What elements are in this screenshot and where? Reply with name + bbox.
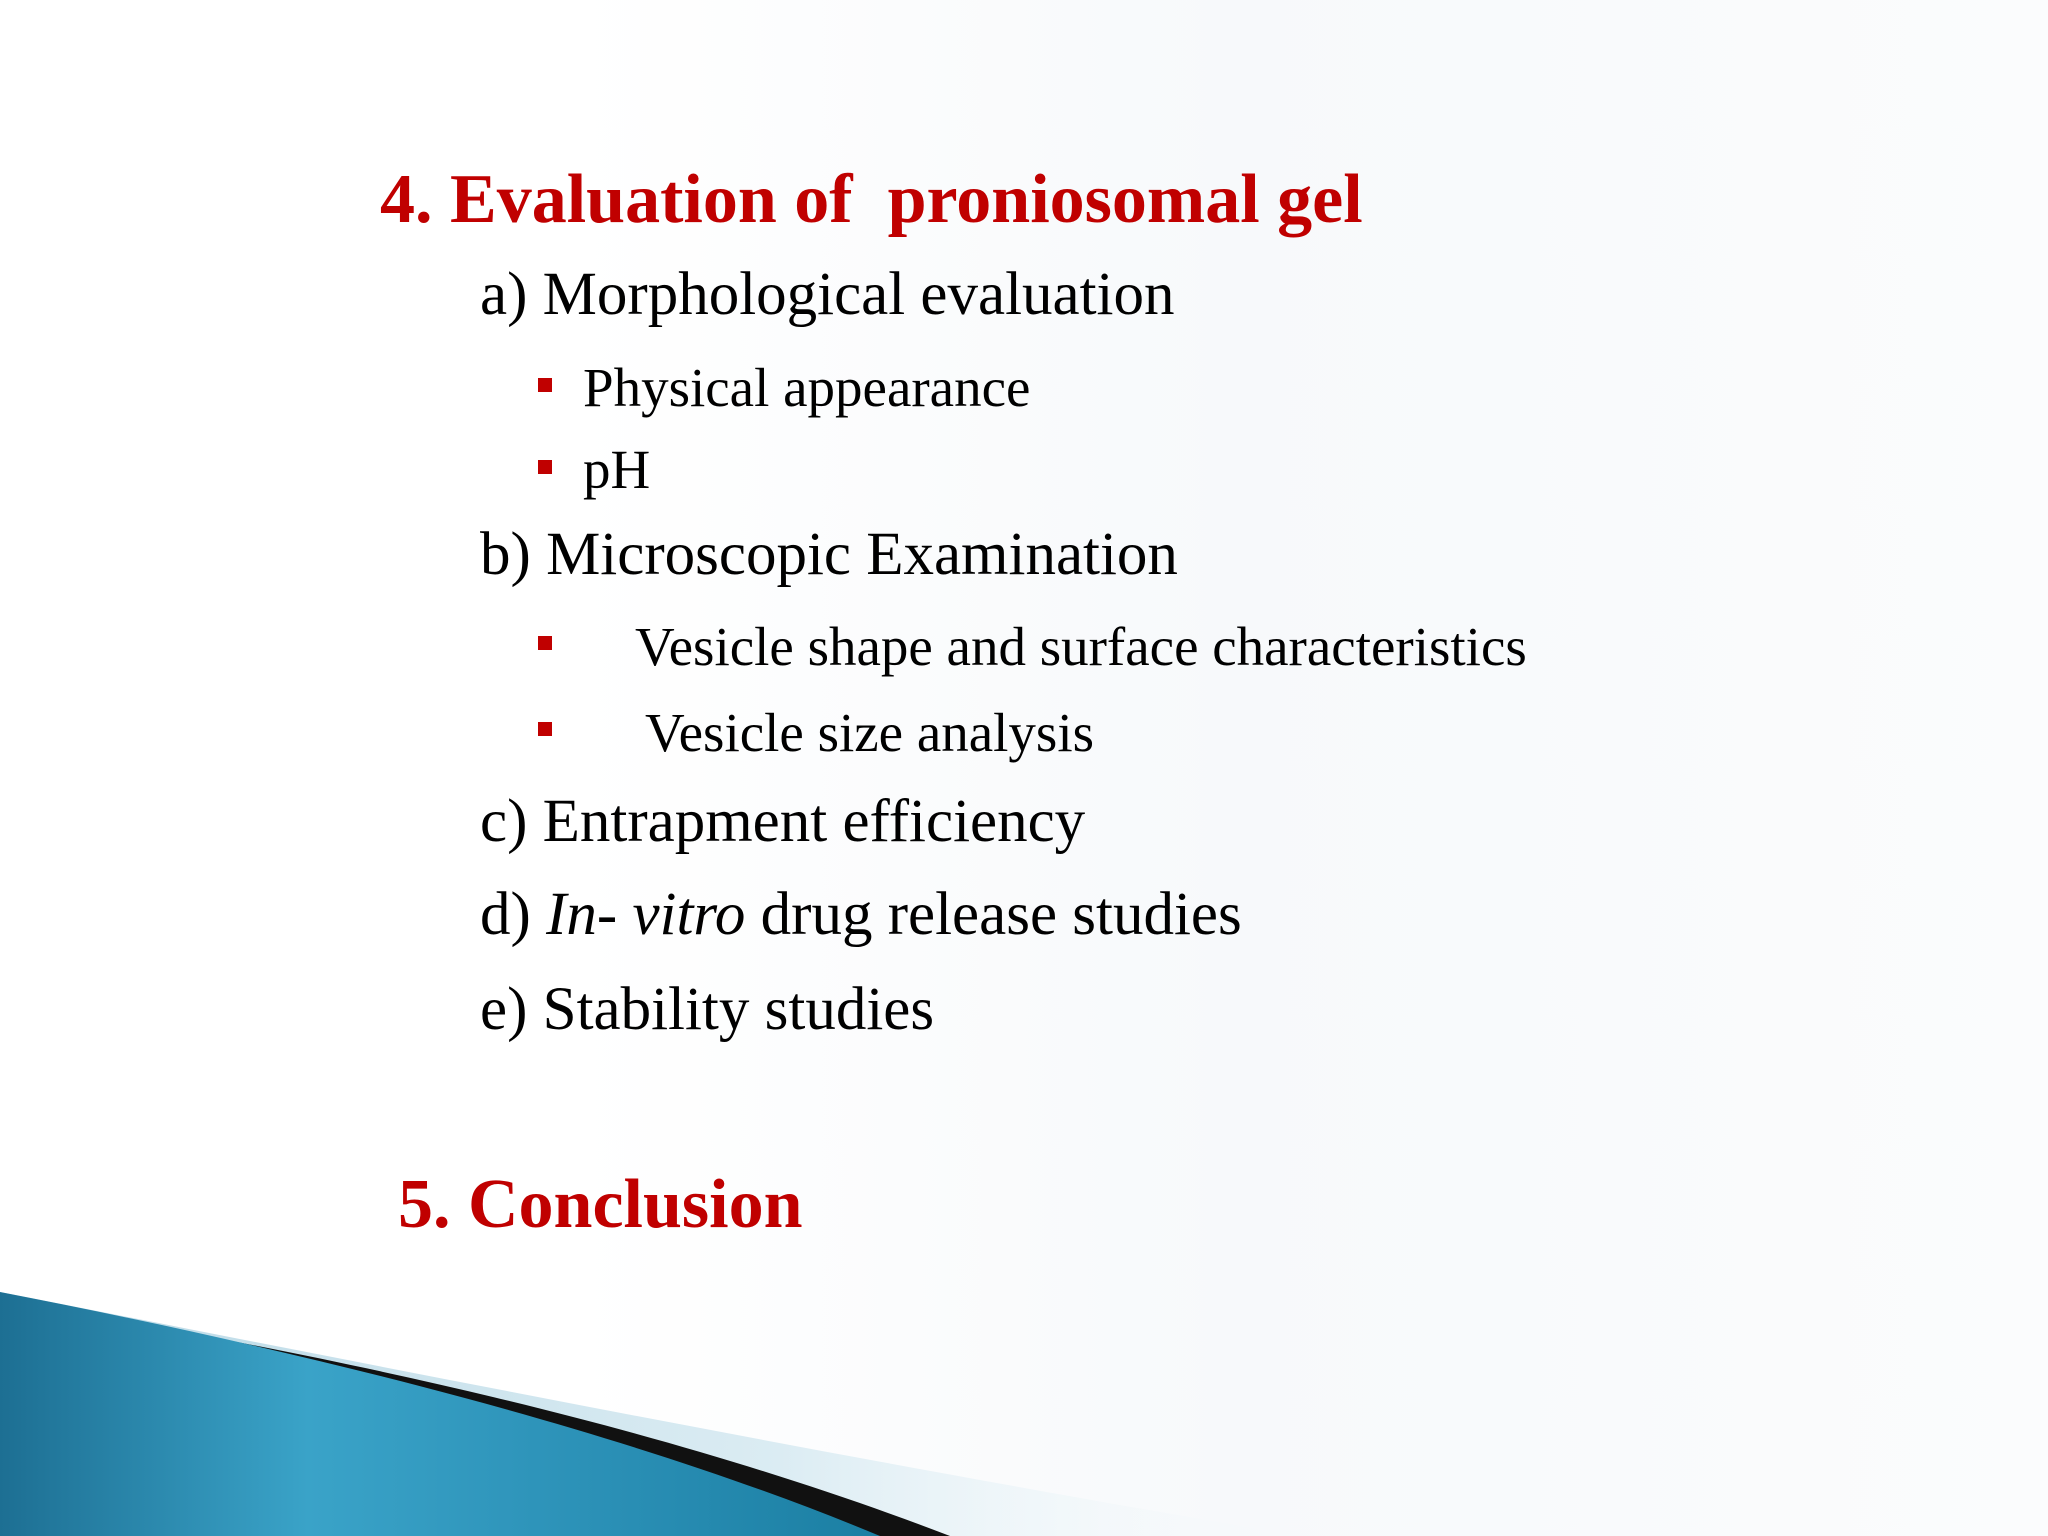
in-vitro-suffix: drug release studies (745, 881, 1242, 948)
section-heading-evaluation: 4. Evaluation of proniosomal gel (380, 161, 1363, 238)
sub-item-ph: pH (583, 439, 651, 500)
sub-item-physical-appearance: Physical appearance (583, 357, 1031, 418)
sub-item-vesicle-size: Vesicle size analysis (645, 702, 1095, 763)
teal-swoosh-shape (0, 1292, 880, 1536)
list-item-in-vitro (480, 880, 1242, 950)
square-bullet-icon (538, 636, 552, 650)
square-bullet-icon (538, 378, 552, 392)
square-bullet-icon (538, 460, 552, 474)
in-vitro-italic: In- vitro (546, 881, 746, 948)
square-bullet-icon (538, 722, 552, 736)
list-item-stability: e) Stability studies (480, 976, 935, 1043)
section-heading-conclusion: 5. Conclusion (398, 1166, 803, 1243)
list-item-entrapment: c) Entrapment efficiency (480, 788, 1086, 855)
list-item-morphological: a) Morphological evaluation (480, 261, 1175, 328)
list-item-microscopic: b) Microscopic Examination (480, 521, 1178, 588)
in-vitro-prefix: d) (480, 881, 547, 948)
sub-item-vesicle-shape: Vesicle shape and surface characteristics (635, 616, 1527, 677)
